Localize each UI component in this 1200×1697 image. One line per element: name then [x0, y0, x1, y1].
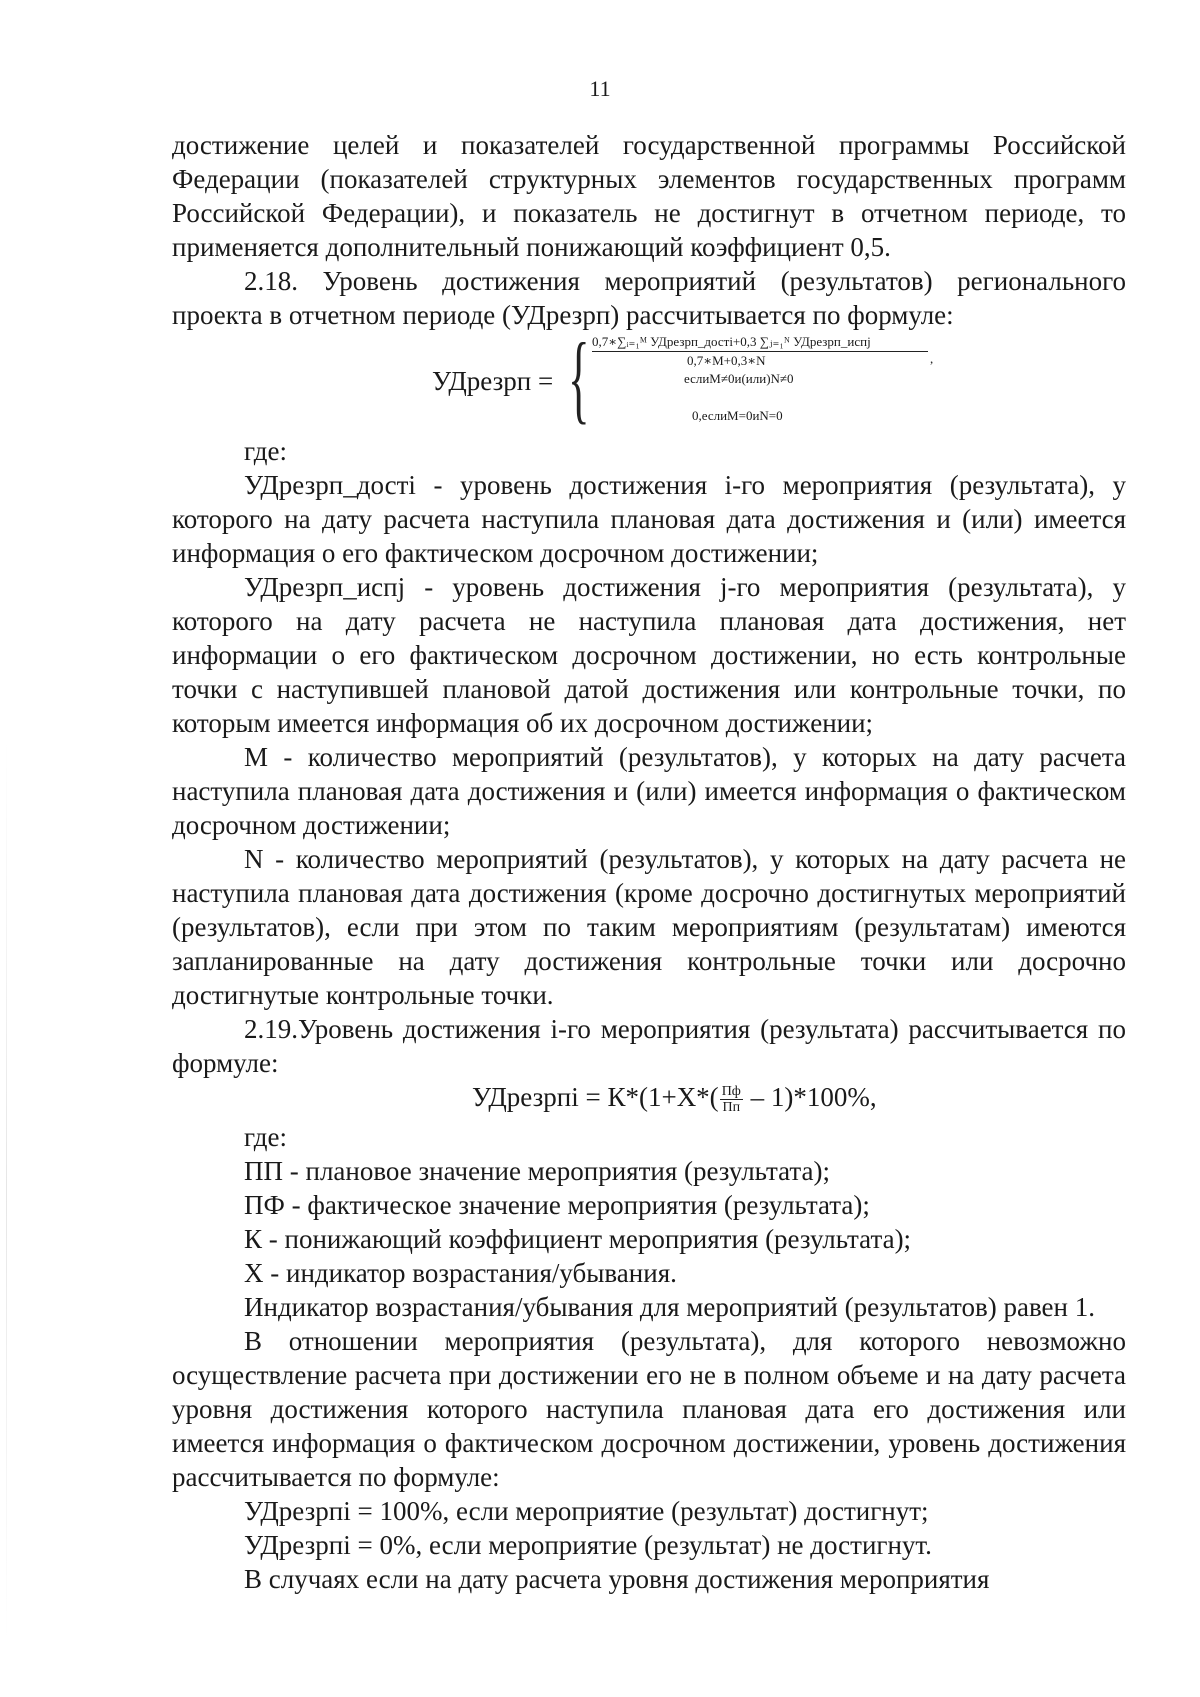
formula2-frac-num: Пф [721, 1084, 741, 1100]
formula2-frac-den: Пп [722, 1100, 741, 1116]
formula2-left: УДрезрпі = К*(1+Х*( [472, 1082, 719, 1112]
formula-udrezrpi [172, 1080, 1126, 1120]
formula-zero-case: 0,еслиM=0иN=0 [692, 408, 783, 423]
page-number: 11 [589, 76, 611, 101]
formula2-fraction [720, 1084, 743, 1115]
definition-n: N - количество мероприятий (результатов), у которых на дату расчета не наступила плановая дата достижения (кроме досрочно достигнутых мероприятий (результатов), если при этом по таким мероприятиям (результатам) имеются запланированные на дату достижения контрольные точки или досрочно достигнутые контрольные точки. [172, 844, 1126, 1010]
definition-pp: ПП - плановое значение мероприятия (результата); [244, 1156, 830, 1186]
formula-udrezrpi-text [472, 1080, 877, 1115]
formula-100-percent: УДрезрпі = 100%, если мероприятие (результат) достигнут; [244, 1496, 929, 1526]
definition-k: К - понижающий коэффициент мероприятия (результата); [244, 1224, 912, 1254]
paragraph-cases: В случаях если на дату расчета уровня достижения мероприятия [244, 1564, 990, 1594]
definition-udrezrp-isp: УДрезрп_испj - уровень достижения j-го мероприятия (результата), у которого на дату расчета не наступила плановая дата достижения, нет информации о его фактическом досрочном достижении, но есть контрольные точки с наступившей плановой датой достижения или контрольные точки, по которым имеется информация об их досрочном достижении; [172, 572, 1126, 738]
paragraph-continuation: достижение целей и показателей государственной программы Российской Федерации (показателей структурных элементов государственных программ Российской Федерации), и показатель не достигнут в отчетном периоде, то применяется дополнительный понижающий коэффициент 0,5. [172, 130, 1126, 262]
formula-0-percent: УДрезрпі = 0%, если мероприятие (результат) не достигнут. [244, 1530, 932, 1560]
definition-udrezrp-dost: УДрезрп_дості - уровень достижения і-го мероприятия (результата), у которого на дату расчета наступила плановая дата достижения и (или) имеется информация о его фактическом досрочном достижении; [172, 470, 1126, 568]
formula-udrezrp [172, 322, 1126, 433]
scan-edge-shadow [6, 740, 7, 1640]
paragraph-2-18: 2.18. Уровень достижения мероприятий (результатов) регионального проекта в отчетном периоде (УДрезрп) рассчитывается по формуле: [172, 266, 1126, 330]
where-label: где: [244, 436, 287, 466]
where-label-2: где: [244, 1122, 287, 1152]
formula2-right: – 1)*100%, [743, 1082, 877, 1112]
paragraph-incomplete: В отношении мероприятия (результата), для которого невозможно осуществление расчета при достижении его не в полном объеме и на дату расчета уровня достижения которого наступила плановая дата его достижения или имеется информация о фактическом досрочном достижении, уровень достижения рассчитывается по формуле: [172, 1326, 1126, 1492]
page-body [172, 128, 1126, 1596]
definition-pf: ПФ - фактическое значение мероприятия (результата); [244, 1190, 870, 1220]
definition-x: Х - индикатор возрастания/убывания. [244, 1258, 677, 1288]
formula-comma: , [930, 351, 934, 366]
formula-numerator: 0,7∗∑ᵢ₌₁ᴹ УДрезрп_достi+0,3 ∑ⱼ₌₁ᴺ УДрезрп_испj [592, 334, 871, 349]
formula-denominator: 0,7∗M+0,3∗N [687, 353, 766, 368]
formula-condition: еслиM≠0и(или)N≠0 [684, 371, 794, 386]
paragraph-indicator: Индикатор возрастания/убывания для мероприятий (результатов) равен 1. [244, 1292, 1095, 1322]
formula-lhs: УДрезрп = [432, 366, 554, 396]
formula-fraction-bar [592, 351, 928, 352]
definition-m: M - количество мероприятий (результатов), у которых на дату расчета наступила плановая дата достижения и (или) имеется информация о фактическом досрочном достижении; [172, 742, 1126, 840]
formula-brace: { [568, 322, 590, 433]
paragraph-2-19: 2.19.Уровень достижения і-го мероприятия (результата) рассчитывается по формуле: [172, 1014, 1126, 1078]
